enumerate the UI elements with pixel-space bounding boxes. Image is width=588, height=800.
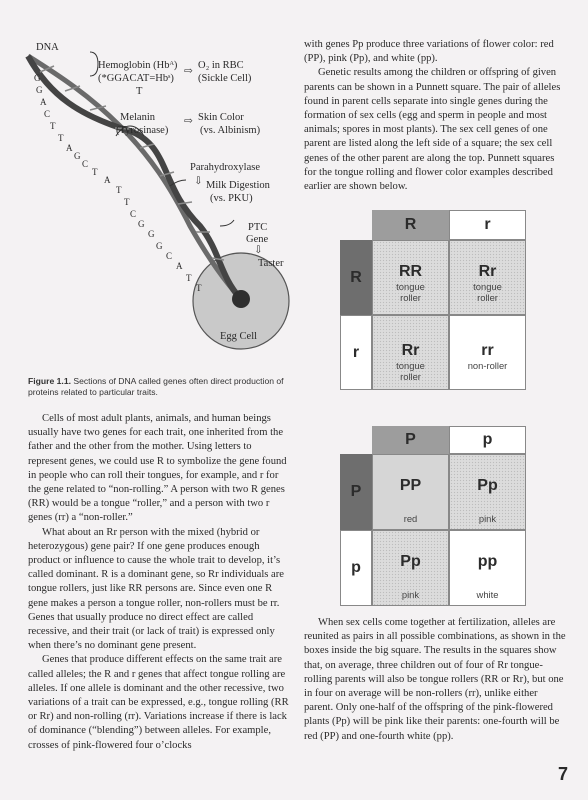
taster-label: Taster (258, 258, 284, 269)
paragraph: When sex cells come together at fertilization, alleles are reunited as pairs in all possible combinations, as shown in the boxes inside the big square. The results in the squares show that, on average, three children out of four of Rr tongue-rolling parents will also be tongue rollers (RR or Rr), but one in four on average will be non-rollers (rr), unlike either parent. Only one-half of the offspring of the pink-flowered plants (Pp) will be pink like their parents: one-fourth will be red (PP) and one-fourth white (pp). (304, 617, 566, 742)
gene-label: Gene (246, 234, 269, 245)
o2-label: O₂ in RBC (198, 60, 244, 71)
skin-label: Skin Color (198, 112, 244, 123)
punnett-cell: PP red (372, 454, 449, 530)
dna-base-letter: G (148, 229, 155, 239)
dna-base-letter: A (66, 143, 73, 153)
sickle-label: (Sickle Cell) (198, 73, 252, 84)
right-column-top (304, 38, 566, 194)
punnett-cell: rr non-roller (449, 315, 526, 390)
punnett-cell: Pp pink (372, 530, 449, 606)
punnett-cell: RR tongue roller (372, 240, 449, 315)
dna-base-letter: G (34, 73, 41, 83)
dna-base-letter: A (176, 261, 183, 271)
milk-label: Milk Digestion (206, 180, 270, 191)
egg-cell-label: Egg Cell (220, 331, 258, 342)
dna-label: DNA (36, 42, 59, 53)
dna-base-letter: A (104, 175, 111, 185)
top-allele-cell: R (372, 210, 449, 240)
punnett-square-tongue (340, 210, 526, 390)
dna-base-letter: T (124, 197, 130, 207)
caption-bold: Figure 1.1. (28, 376, 71, 386)
bracket-1 (90, 52, 98, 76)
hemoglobin-t: T (136, 86, 143, 97)
punnett-square-flower (340, 426, 526, 606)
punnett-cell: Rr tongue roller (372, 315, 449, 390)
melanin-label: Melanin (120, 112, 155, 123)
left-column (28, 412, 290, 753)
nucleus-dot (232, 290, 250, 308)
dna-base-letter: T (92, 167, 98, 177)
left-allele-cell: p (340, 530, 372, 606)
paragraph: What about an Rr person with the mixed (hybrid or heterozygous) gene pair? If one gene produces enough product or influence to cause the whole trait to develop, it’s called dominant. R is a dominant gene, so Rr individuals are tongue rollers, just like RR persons are. Since even one R gene makes a person a tongue roller, non-rollers must be rr. Genes that usually produce no direct effect are called recessive, and their trait (or lack of trait) is expressed only when there’s no dominant gene present. (28, 526, 284, 652)
dna-base-letter: G (156, 241, 163, 251)
punnett-cell: pp white (449, 530, 526, 606)
parahydroxylase-label: Parahydroxylase (190, 162, 260, 173)
dna-base-letter: G (74, 151, 81, 161)
top-allele-cell: r (449, 210, 526, 240)
tyrosinase-label: (Tyrosinase) (116, 125, 169, 136)
caption-text: Sections of DNA called genes often direct production of proteins related to particular traits. (28, 376, 284, 397)
dna-base-letter: T (196, 283, 202, 293)
left-allele-cell: P (340, 454, 372, 530)
ptc-label: PTC (248, 222, 268, 233)
punnett-cell: Pp pink (449, 454, 526, 530)
top-allele-cell: P (372, 426, 449, 454)
hemoglobin-label: Hemoglobin (Hbᴬ) (98, 60, 178, 71)
dna-base-letter: A (40, 97, 47, 107)
dna-base-letter: C (130, 209, 137, 219)
dna-figure (20, 36, 300, 366)
figure-caption (28, 376, 290, 398)
dna-base-letter: G (138, 219, 145, 229)
paragraph: with genes Pp produce three variations of flower color: red (PP), pink (Pp), and white (pp). (304, 39, 554, 65)
paragraph: Cells of most adult plants, animals, and human beings usually have two genes for each trait, one inherited from the father and the other from the mother. Using letters to represent genes, we could use R to symbolize the gene found in people who can roll their tongues, for example, and r for the gene related to “non-rolling.” A person with two R genes (RR) would be a tongue “roller,” and a person with two r genes (rr) a “non-roller.” (28, 413, 287, 524)
dna-base-letter: T (50, 121, 56, 131)
dna-strand-2 (28, 56, 240, 298)
pku-label: (vs. PKU) (210, 193, 253, 204)
page-number: 7 (558, 764, 569, 784)
arrow-down-icon: ⇩ (194, 176, 203, 187)
albinism-label: (vs. Albinism) (200, 125, 261, 136)
left-allele-cell: R (340, 240, 372, 315)
dna-helix-illustration (20, 36, 300, 366)
hemoglobin-seq: (*GGACAT=Hbˢ) (98, 73, 174, 84)
dna-base-letter: C (166, 251, 173, 261)
arrow-icon: ⇨ (184, 66, 193, 77)
paragraph: Genes that produce different effects on the same trait are called alleles; the R and r genes that affect tongue rolling are alleles. If one allele is dominant and the other recessive, two variations of a trait can be expressed, e.g., tongue rolling (RR or Rr) and non-rolling (rr). Variations increase if there is lack of dominance (“blending”) between alleles. For example, crosses of pink-flowered four o’clocks (28, 654, 289, 751)
bracket-4 (220, 220, 234, 226)
paragraph: Genetic results among the children or offspring of given parents can be shown in a Punnett square. The pair of alleles found in parent cells separate into single genes during the formation of sex cells (egg and sperm in people and most animals; spores in most plants). The sex cell genes of one parent are listed along the left side of a square; the sex cell genes of the other parent are along the top. Punnett squares for the tongue rolling and flower color examples described earlier are shown below. (304, 67, 561, 193)
top-allele-cell: p (449, 426, 526, 454)
right-column-bottom (304, 616, 566, 744)
left-allele-cell: r (340, 315, 372, 390)
arrow-icon: ⇨ (184, 116, 193, 127)
punnett-cell: Rr tongue roller (449, 240, 526, 315)
dna-base-letter: C (44, 109, 51, 119)
dna-base-letter: C (82, 159, 89, 169)
arrow-down-icon: ⇩ (254, 245, 263, 256)
dna-base-letter: G (36, 85, 43, 95)
dna-base-letter: T (186, 273, 192, 283)
dna-base-letter: T (58, 133, 64, 143)
dna-base-letter: T (116, 185, 122, 195)
